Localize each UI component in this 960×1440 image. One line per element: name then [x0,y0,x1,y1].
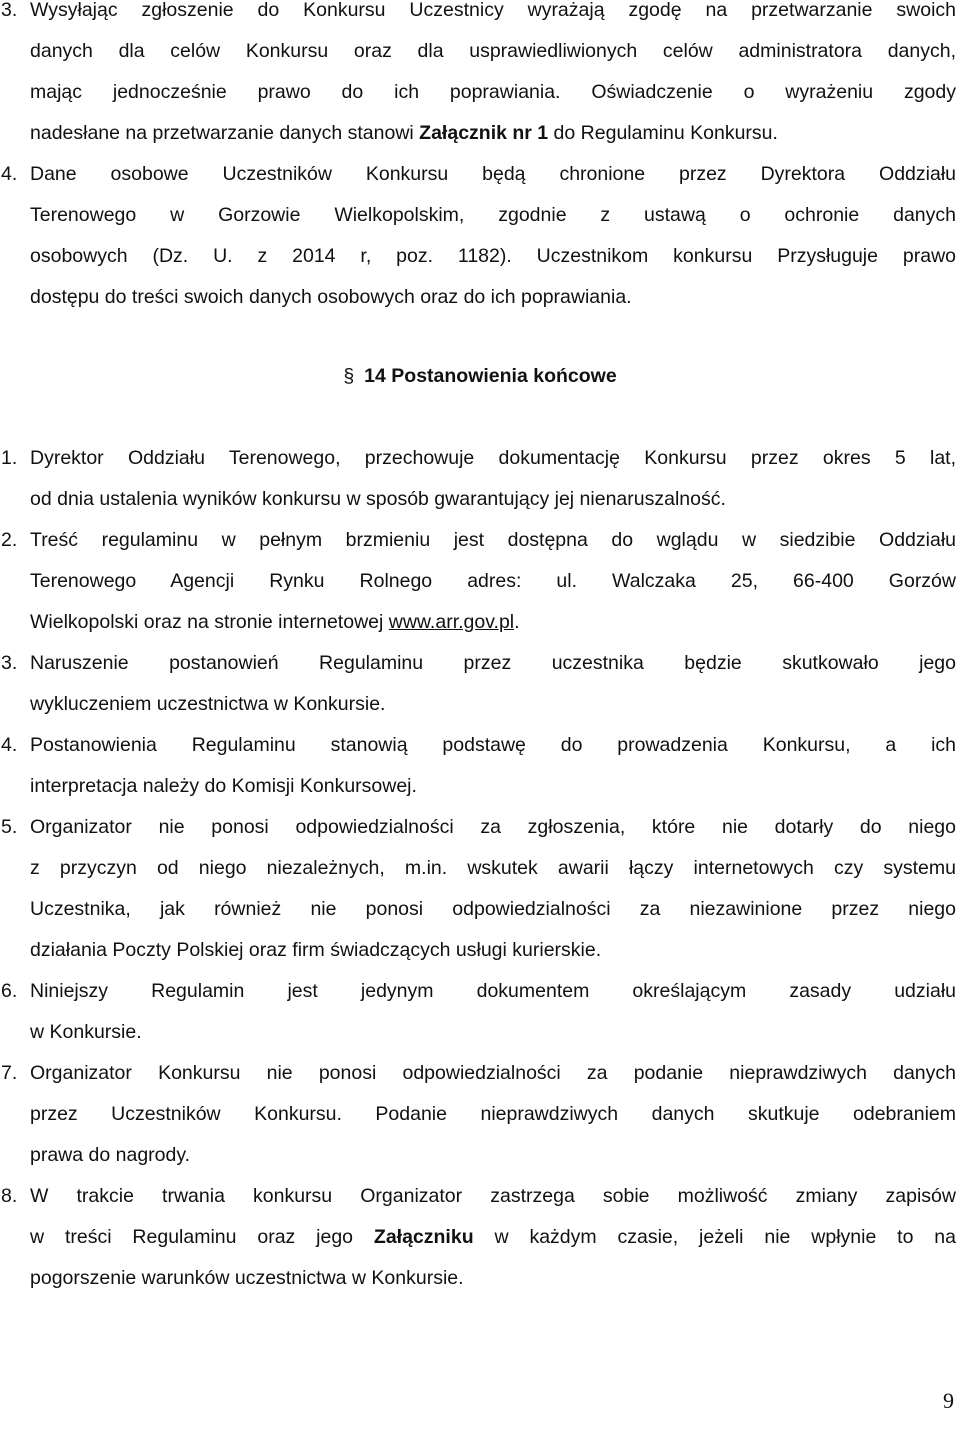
item-number: 3. [1,652,18,674]
item-number: 6. [1,980,18,1002]
item-line: Naruszenie postanowień Regulaminu przez uczestnika będzie skutkowało jego [30,652,956,674]
item-number: 4. [1,163,18,185]
item-line [30,1217,960,1258]
item-line: dostępu do treści swoich danych osobowych oraz do ich poprawiania. [30,286,632,308]
item-line: Terenowego Agencji Rynku Rolnego adres: ul. Walczaka 25, 66-400 Gorzów [30,570,956,592]
item-line: z przyczyn od niego niezależnych, m.in. wskutek awarii łączy internetowych czy systemu [30,857,956,879]
section-title: 14 Postanowienia końcowe [364,365,617,387]
text-fragment: w treści Regulaminu oraz jego [30,1226,374,1248]
section-mark: § [343,365,355,387]
item-line: Organizator nie ponosi odpowiedzialności za zgłoszenia, które nie dotarły do niego [30,816,956,838]
list-item-8 [0,1176,960,1299]
website-link[interactable]: www.arr.gov.pl [388,611,515,633]
text-fragment: w każdym czasie, jeżeli nie wpłynie to na [473,1226,956,1248]
item-line [30,602,960,643]
list-item-7 [0,1053,960,1176]
item-line: prawa do nagrody. [30,1144,191,1166]
text-fragment: nadesłane na przetwarzanie danych stanowi [30,122,420,144]
list-item-2 [0,520,960,643]
list-item-4-final [0,725,960,807]
item-number: 4. [1,734,18,756]
item-line: Dyrektor Oddziału Terenowego, przechowuje dokumentację Konkursu przez okres 5 lat, [30,447,956,469]
item-line: Dane osobowe Uczestników Konkursu będą chronione przez Dyrektora Oddziału [30,163,956,185]
item-line: Postanowienia Regulaminu stanowią podstawę do prowadzenia Konkursu, a ich [30,734,956,756]
item-number: 7. [1,1062,18,1084]
item-line: Niniejszy Regulamin jest jedynym dokumentem określającym zasady udziału [30,980,956,1002]
item-line: w Konkursie. [30,1021,142,1043]
item-line: danych dla celów Konkursu oraz dla usprawiedliwionych celów administratora danych, [30,40,956,62]
item-line: Uczestnika, jak również nie ponosi odpowiedzialności za niezawinione przez niego [30,898,956,920]
item-line: mając jednocześnie prawo do ich poprawiania. Oświadczenie o wyrażeniu zgody [30,81,956,103]
list-item-3 [0,0,960,154]
list-item-4 [0,154,960,318]
text-fragment: Wielkopolski oraz na stronie internetowej [30,611,389,633]
item-number: 5. [1,816,18,838]
item-line: W trakcie trwania konkursu Organizator zastrzega sobie możliwość zmiany zapisów [30,1185,956,1207]
section-bottom-list [0,438,960,1299]
item-line: od dnia ustalenia wyników konkursu w sposób gwarantujący jej nienaruszalność. [30,488,726,510]
item-line: osobowych (Dz. U. z 2014 r, poz. 1182). Uczestnikom konkursu Przysługuje prawo [30,245,956,267]
item-line: Organizator Konkursu nie ponosi odpowiedzialności za podanie nieprawdziwych danych [30,1062,956,1084]
item-number: 1. [1,447,18,469]
item-line: działania Poczty Polskiej oraz firm świadczących usługi kurierskie. [30,939,602,961]
item-number: 3. [1,0,18,21]
item-line: interpretacja należy do Komisji Konkursowej. [30,775,417,797]
section-top-list [0,0,960,318]
text-fragment: do Regulaminu Konkursu. [548,122,778,144]
list-item-3-final [0,643,960,725]
item-line: Wysyłając zgłoszenie do Konkursu Uczestnicy wyrażają zgodę na przetwarzanie swoich [30,0,956,21]
item-line: Treść regulaminu w pełnym brzmieniu jest dostępna do wglądu w siedzibie Oddziału [30,529,956,551]
list-item-6 [0,971,960,1053]
page-number: 9 [943,1388,954,1413]
section-heading [0,356,960,397]
item-line: Terenowego w Gorzowie Wielkopolskim, zgodnie z ustawą o ochronie danych [30,204,956,226]
item-line [30,113,960,154]
item-number: 2. [1,529,18,551]
list-item-5 [0,807,960,971]
attachment-reference: Załączniku [373,1226,474,1248]
text-fragment: . [514,611,520,633]
item-number: 8. [1,1185,18,1207]
list-item-1 [0,438,960,520]
item-line: przez Uczestników Konkursu. Podanie nieprawdziwych danych skutkuje odebraniem [30,1103,956,1125]
item-line: pogorszenie warunków uczestnictwa w Konkursie. [30,1267,464,1289]
item-line: wykluczeniem uczestnictwa w Konkursie. [30,693,386,715]
attachment-reference: Załącznik nr 1 [419,122,549,144]
